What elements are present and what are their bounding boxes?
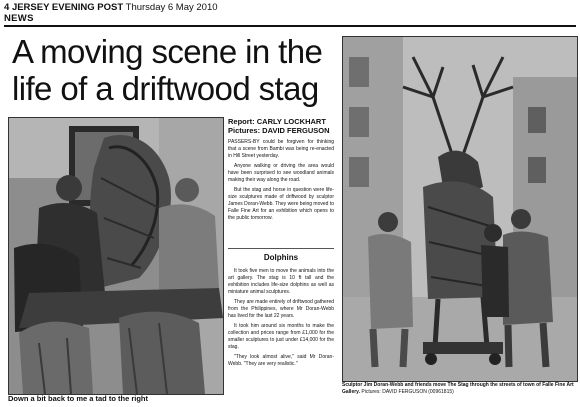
photo-horse (8, 117, 224, 395)
byline (228, 117, 336, 135)
article-paragraph: Anyone walking or driving the area would have been surprised to see woodland animals making their way along the road. (228, 163, 334, 183)
article-paragraph: PASSERS-BY could be forgiven for thinking that a scene from Bambi was being re-enacted in Hill Street yesterday. (228, 139, 334, 159)
article-body (228, 139, 334, 225)
photo-stag (342, 36, 578, 382)
article-subhead: Dolphins (263, 253, 299, 262)
photo-stag-image (343, 37, 577, 381)
byline-pictures: Pictures: DAVID FERGUSON (228, 126, 330, 135)
page-number: 4 (4, 2, 10, 13)
photo-horse-image (9, 118, 223, 394)
masthead (4, 2, 576, 13)
byline-report: Report: CARLY LOCKHART (228, 117, 326, 126)
section-label: NEWS (4, 13, 34, 24)
issue-date: Thursday 6 May 2010 (125, 2, 218, 13)
article-body-continued (228, 268, 334, 371)
header-rule (4, 25, 576, 27)
subhead-rule (228, 248, 334, 249)
caption-right (342, 382, 576, 396)
caption-right-text: Sculptor Jim Doran-Webb and friends move The Stag through the streets of town of Falle Fine Art Gallery. (342, 382, 574, 395)
caption-right-credit: Pictures: DAVID FERGUSON (00961815) (361, 389, 454, 395)
article-paragraph: "They look almost alive," said Mr Doran-Webb. "They are very realistic." (228, 354, 334, 367)
article-paragraph: It took him around six months to make the collection and prices range from £1,000 for the smaller sculptures to just under £14,000 for the stag. (228, 323, 334, 350)
article-paragraph: It took five men to move the animals into the art gallery. The stag is 10 ft tall and the exhibition includes life-size dolphins as well as miniature animal sculptures. (228, 268, 334, 295)
article-paragraph: They are made entirely of driftwood gathered from the Philippines, where Mr Doran-Webb has lived for the last 22 years. (228, 299, 334, 319)
caption-left: Down a bit back to me a tad to the right (8, 394, 149, 403)
article-paragraph: But the stag and horse in question were life-size sculptures made of driftwood by sculptor James Doran-Webb. They were being moved to Falle Fine Art for an exhibition which opens to the public tomorrow. (228, 187, 334, 221)
headline: A moving scene in the life of a driftwood stag (12, 33, 323, 107)
paper-name: JERSEY EVENING POST (11, 2, 124, 13)
